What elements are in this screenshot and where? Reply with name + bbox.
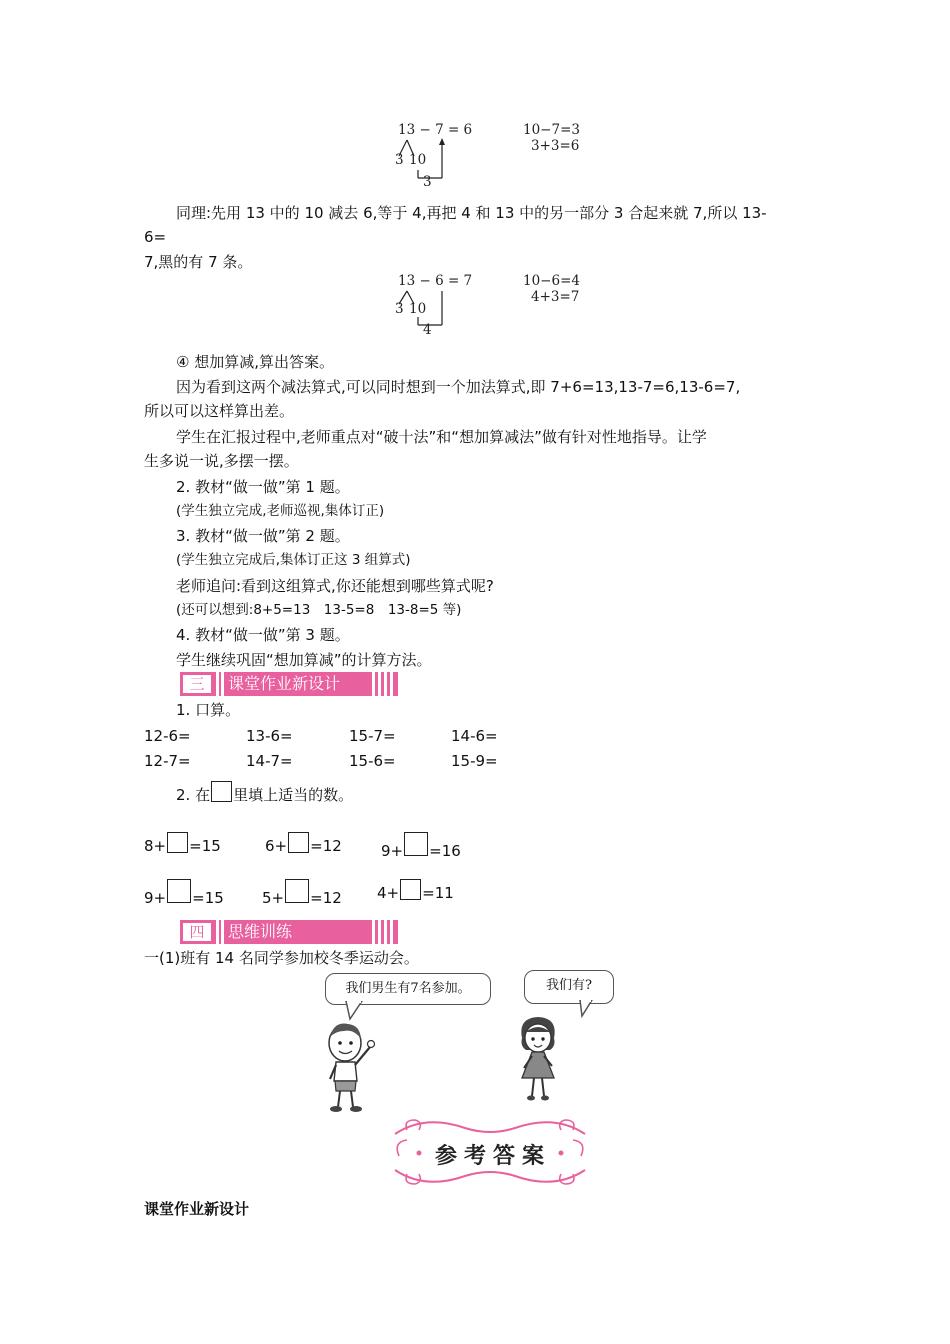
- paragraph-because-line1: 因为看到这两个减法算式,可以同时想到一个加法算式,即 7+6=13,13-7=6,13-6=7,: [176, 378, 741, 396]
- calc-line-1: 10−6=4: [523, 273, 580, 289]
- oral-item: 12-6=: [144, 727, 191, 745]
- paragraph-tongli-line2: 6=: [144, 228, 167, 246]
- banner-number: 四: [182, 922, 212, 942]
- item-4: ④ 想加算减,算出答案。: [176, 353, 334, 371]
- task-4-note: 学生继续巩固“想加算减”的计算方法。: [176, 651, 432, 669]
- fill-item: 9+ =16: [381, 832, 461, 861]
- split-right: 10: [409, 301, 427, 317]
- answer-box[interactable]: [285, 879, 309, 903]
- answer-box[interactable]: [288, 832, 309, 853]
- oral-item: 15-7=: [349, 727, 396, 745]
- banner-title: 思维训练: [228, 922, 293, 941]
- fill-item: 4+ =11: [377, 879, 454, 903]
- split-left: 3: [395, 152, 404, 168]
- task-4: 4. 教材“做一做”第 3 题。: [176, 626, 350, 644]
- fill-item: 8+ =15: [144, 832, 221, 856]
- equation: 13 − 7 = 6: [398, 122, 473, 138]
- calc-line-1: 10−7=3: [523, 122, 580, 138]
- task-2-note: (学生独立完成,老师巡视,集体订正): [176, 503, 385, 519]
- fill-item: 9+ =15: [144, 879, 224, 908]
- banner-number: 三: [182, 674, 212, 694]
- teacher-question: 老师追问:看到这组算式,你还能想到哪些算式呢?: [176, 577, 494, 595]
- footer-heading: 课堂作业新设计: [144, 1200, 250, 1218]
- answer-box[interactable]: [400, 879, 421, 900]
- fill-item: 6+ =12: [265, 832, 342, 856]
- below-value: 4: [423, 322, 432, 338]
- answer-box[interactable]: [167, 879, 191, 903]
- paragraph-student-line2: 生多说一说,多摆一摆。: [144, 452, 299, 470]
- equation: 13 − 6 = 7: [398, 273, 473, 289]
- paragraph-tongli-line3: 7,黑的有 7 条。: [144, 253, 253, 271]
- answer-title: 参考答案: [435, 1143, 552, 1169]
- calc-line-2: 3+3=6: [531, 138, 580, 154]
- task-3: 3. 教材“做一做”第 2 题。: [176, 527, 350, 545]
- question-2: 2. 在 里填上适当的数。: [176, 781, 353, 805]
- fill-item: 5+ =12: [262, 879, 342, 908]
- task-2: 2. 教材“做一做”第 1 题。: [176, 478, 350, 496]
- answer-box[interactable]: [167, 832, 188, 853]
- split-right: 10: [409, 152, 427, 168]
- oral-item: 14-6=: [451, 727, 498, 745]
- oral-item: 14-7=: [246, 752, 293, 770]
- section-banner-homework: [180, 672, 398, 696]
- oral-item: 13-6=: [246, 727, 293, 745]
- paragraph-tongli-line1: 同理:先用 13 中的 10 减去 6,等于 4,再把 4 和 13 中的另一部分 3 合起来就 7,所以 13-: [176, 204, 767, 222]
- oral-item: 15-9=: [451, 752, 498, 770]
- below-value: 3: [423, 174, 432, 190]
- paragraph-because-line2: 所以可以这样算出差。: [144, 402, 295, 420]
- paragraph-student-line1: 学生在汇报过程中,老师重点对“破十法”和“想加算减法”做有针对性地指导。让学: [176, 428, 707, 446]
- girl-speech-bubble: 我们有?: [524, 970, 614, 1004]
- boy-speech-bubble: 我们男生有7名参加。: [325, 973, 491, 1005]
- blank-box: [211, 781, 232, 802]
- boy-illustration: [318, 1015, 380, 1115]
- oral-item: 15-6=: [349, 752, 396, 770]
- section-banner-thinking: [180, 920, 398, 944]
- answer-note: (还可以想到:8+5=13 13-5=8 13-8=5 等): [176, 602, 462, 618]
- answer-box[interactable]: [404, 832, 428, 856]
- banner-title: 课堂作业新设计: [228, 674, 341, 693]
- girl-bubble-tail: [578, 1000, 598, 1018]
- question-1: 1. 口算。: [176, 701, 241, 719]
- girl-illustration: [510, 1012, 566, 1106]
- calc-line-2: 4+3=7: [531, 289, 580, 305]
- thinking-problem: 一(1)班有 14 名同学参加校冬季运动会。: [144, 949, 419, 967]
- oral-item: 12-7=: [144, 752, 191, 770]
- split-left: 3: [395, 301, 404, 317]
- task-3-note: (学生独立完成后,集体订正这 3 组算式): [176, 552, 411, 568]
